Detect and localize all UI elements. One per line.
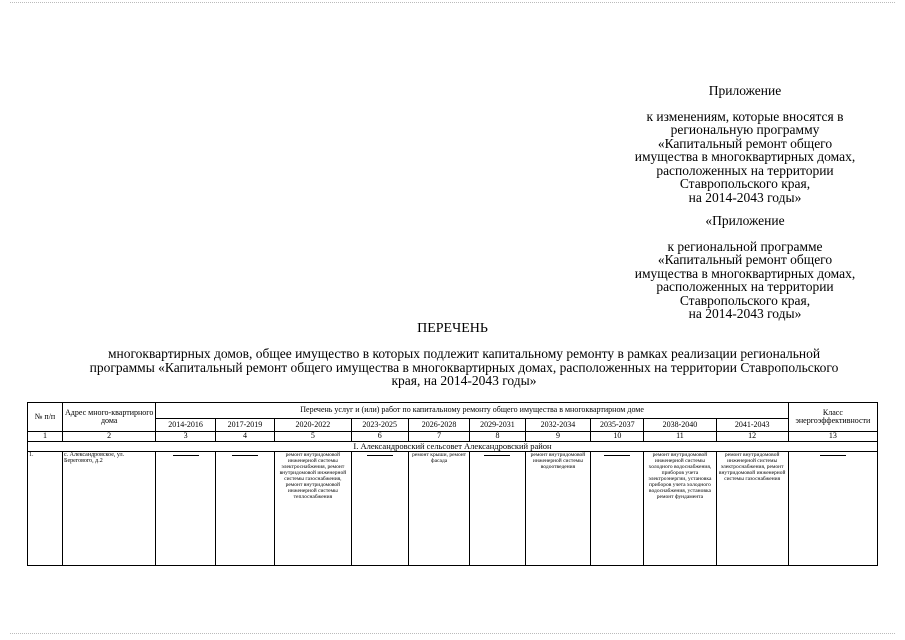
- column-number: 8: [470, 432, 525, 442]
- subtitle-line: многоквартирных домов, общее имущество в которых подлежит капитальному ремонту в рамках реализации региональной: [107, 346, 821, 361]
- appendix-line: к региональной программе: [667, 238, 823, 254]
- header-num: № п/п: [28, 403, 63, 432]
- appendix-line: имущества в многоквартирных домах,: [634, 149, 856, 164]
- appendix-title-2: «Приложение: [705, 213, 785, 228]
- period-header: 2041-2043: [716, 419, 788, 432]
- empty-cell: [591, 452, 644, 566]
- works-2026: ремонт крыши, ремонт фасада: [408, 452, 470, 566]
- period-header: 2017-2019: [215, 419, 274, 432]
- appendix-line: «Капитальный ремонт общего: [657, 252, 833, 267]
- bottom-scan-edge: [10, 633, 895, 637]
- district-row: I. Александровский сельсовет Александровский район: [28, 442, 878, 452]
- column-number: 7: [408, 432, 470, 442]
- appendix-title: Приложение: [708, 83, 782, 98]
- appendix-block: [600, 84, 890, 321]
- header-address: Адрес много-квартирного дома: [63, 403, 156, 432]
- column-number: 12: [716, 432, 788, 442]
- column-number: 5: [275, 432, 351, 442]
- period-header: 2038-2040: [644, 419, 716, 432]
- period-header: 2020-2022: [275, 419, 351, 432]
- appendix-line: на 2014-2043 годы»: [688, 189, 802, 205]
- period-header: 2035-2037: [591, 419, 644, 432]
- table-row: [28, 452, 878, 566]
- top-scan-edge: [10, 2, 895, 6]
- column-number: 4: [215, 432, 274, 442]
- appendix-line: к изменениям, которые вносятся в: [646, 108, 844, 124]
- column-number: 6: [351, 432, 408, 442]
- period-header: 2026-2028: [408, 419, 470, 432]
- appendix-line: имущества в многоквартирных домах,: [634, 265, 856, 281]
- row-address: с. Александровское, ул. Берегового, д.2: [63, 452, 156, 566]
- works-2020: ремонт внутридомовой инженерной системы электроснабжения, ремонт внутридомовой инженерной системы газоснабжения, ремонт внутридомовой инженерной системы теплоснабжения: [275, 452, 351, 566]
- column-number: 2: [63, 432, 156, 442]
- column-number: 11: [644, 432, 716, 442]
- document-subtitle: [40, 347, 888, 388]
- column-number: 1: [28, 432, 63, 442]
- appendix-line: «Капитальный ремонт общего: [657, 135, 833, 151]
- empty-cell: [351, 452, 408, 566]
- period-header: 2032-2034: [525, 419, 591, 432]
- appendix-line: расположенных на территории: [656, 162, 834, 178]
- document-heading: ПЕРЕЧЕНЬ: [417, 321, 488, 336]
- empty-cell: [156, 452, 215, 566]
- appendix-line: Ставропольского края,: [679, 176, 811, 191]
- column-number: 13: [788, 432, 877, 442]
- column-number: 10: [591, 432, 644, 442]
- period-header: 2014-2016: [156, 419, 215, 432]
- column-number: 3: [156, 432, 215, 442]
- works-2038: ремонт внутридомовой инженерной системы холодного водоснабжения, приборов учета электроэнергии, установка приборов учета холодного водоснабжения, установка ремонт фундамента: [644, 452, 716, 566]
- subtitle-line: края, на 2014-2043 годы»: [391, 373, 537, 388]
- registry-table: [27, 402, 878, 566]
- appendix-line: региональную программу: [670, 122, 820, 137]
- header-class: Класс энергоэффективности: [788, 403, 877, 432]
- row-index: 1.: [28, 452, 63, 566]
- period-header: 2029-2031: [470, 419, 525, 432]
- header-services: Перечень услуг и (или) работ по капитальному ремонту общего имущества в многоквартирном доме: [156, 403, 788, 419]
- empty-cell: [470, 452, 525, 566]
- column-number: 9: [525, 432, 591, 442]
- empty-cell: [215, 452, 274, 566]
- appendix-line: на 2014-2043 годы»: [688, 306, 802, 321]
- appendix-line: Ставропольского края,: [679, 292, 811, 308]
- works-2041: ремонт внутридомовой инженерной системы электроснабжения, ремонт внутридомовой инженерной системы газоснабжения: [716, 452, 788, 566]
- empty-cell: [788, 452, 877, 566]
- subtitle-line: программы «Капитальный ремонт общего имущества в многоквартирных домах, расположенных на территории Ставропольского: [89, 359, 839, 375]
- appendix-line: расположенных на территории: [656, 279, 834, 294]
- works-2032: ремонт внутридомовой инженерной системы водоотведения: [525, 452, 591, 566]
- period-header: 2023-2025: [351, 419, 408, 432]
